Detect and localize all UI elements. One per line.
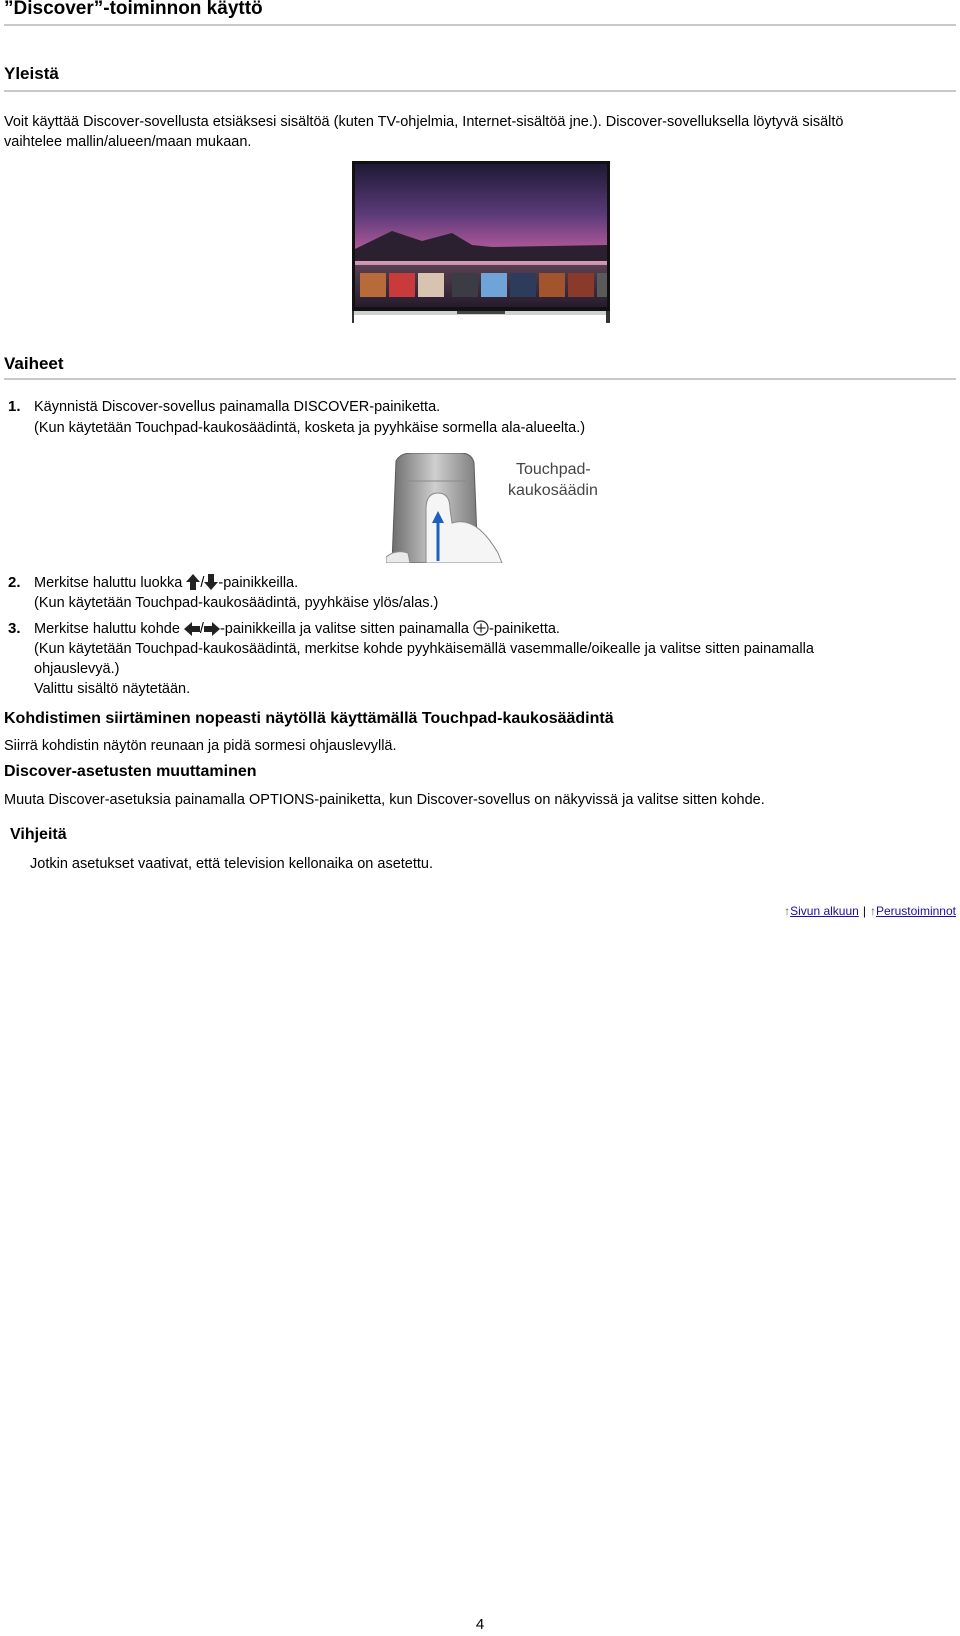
general-heading: Yleistä (4, 64, 59, 83)
general-rule (4, 90, 956, 92)
left-arrow-icon (184, 622, 200, 636)
step-3-number: 3. (8, 620, 21, 637)
step-2-text-a: Merkitse haluttu luokka (34, 575, 187, 591)
tips-text: Jotkin asetukset vaativat, että television kellonaika on asetettu. (30, 856, 434, 872)
hand-thumb (386, 552, 410, 563)
tips-heading: Vihjeitä (10, 826, 67, 843)
tv-leg-right (606, 311, 610, 323)
steps-heading: Vaiheet (4, 354, 64, 373)
down-arrow-icon (204, 574, 218, 590)
step-3-line-1 (34, 619, 934, 639)
footer-links (784, 904, 956, 918)
step-2-line-2: (Kun käytetään Touchpad-kaukosäädintä, pyyhkäise ylös/alas.) (34, 595, 439, 611)
step-1-number: 1. (8, 398, 21, 415)
title-rule (4, 24, 956, 26)
settings-heading: Discover-asetusten muuttaminen (4, 763, 257, 780)
up-arrow-icon: ↑ (869, 904, 876, 918)
step-3-line-2: (Kun käytetään Touchpad-kaukosäädintä, merkitse kohde pyyhkäisemällä vasemmalle/oikealle ja valitse sitten painamalla (34, 641, 814, 657)
page-title: ”Discover”-toiminnon käyttö (4, 0, 263, 19)
touchpad-remote-illustration (386, 453, 510, 563)
step-2-number: 2. (8, 574, 21, 591)
cursor-text: Siirrä kohdistin näytön reunaan ja pidä sormesi ohjauslevyllä. (4, 738, 397, 754)
step-3-text-a: Merkitse haluttu kohde (34, 621, 184, 637)
link-basic-operations[interactable]: Perustoiminnot (875, 904, 956, 918)
settings-text: Muuta Discover-asetuksia painamalla OPTIONS-painiketta, kun Discover-sovellus on näkyvissä ja valitse sitten kohde. (4, 792, 765, 808)
discover-thumbnails (360, 273, 607, 297)
slash-separator: / (199, 621, 204, 637)
link-separator: | (862, 904, 866, 918)
link-top-of-page[interactable]: Sivun alkuun (790, 904, 859, 918)
tv-leg-left (352, 311, 354, 323)
touchpad-label-line-2: kaukosäädin (508, 482, 598, 499)
general-text-line-2: vaihtelee mallin/alueen/maan mukaan. (4, 134, 252, 150)
tv-stand (457, 311, 505, 314)
steps-rule (4, 378, 956, 380)
general-text-line-1: Voit käyttää Discover-sovellusta etsiäksesi sisältöä (kuten TV-ohjelmia, Internet-sisältöä jne.). Discover-sovelluksella löytyvä sisältö (4, 114, 844, 130)
page-number: 4 (475, 1616, 485, 1633)
step-3-line-4: Valittu sisältö näytetään. (34, 681, 191, 697)
up-arrow-icon: ↑ (784, 904, 791, 918)
tv-illustration (352, 161, 610, 323)
step-3-line-3: ohjauslevyä.) (34, 661, 120, 677)
step-2-line-1 (34, 573, 934, 593)
enter-button-icon (473, 620, 489, 636)
up-arrow-icon (186, 574, 200, 590)
cursor-heading: Kohdistimen siirtäminen nopeasti näytöllä käyttämällä Touchpad-kaukosäädintä (4, 710, 614, 727)
right-arrow-icon (204, 622, 220, 636)
step-3-text-b: -painikkeilla ja valitse sitten painamalla (219, 621, 474, 637)
touchpad-label-line-1: Touchpad- (516, 461, 591, 478)
slash-separator: / (200, 575, 205, 591)
step-1-line-1: Käynnistä Discover-sovellus painamalla DISCOVER-painiketta. (34, 399, 441, 415)
step-1-line-2: (Kun käytetään Touchpad-kaukosäädintä, kosketa ja pyyhkäise sormella ala-alueelta.) (34, 420, 586, 436)
step-2-text-b: -painikkeilla. (218, 575, 299, 591)
step-3-text-c: -painiketta. (489, 621, 560, 637)
